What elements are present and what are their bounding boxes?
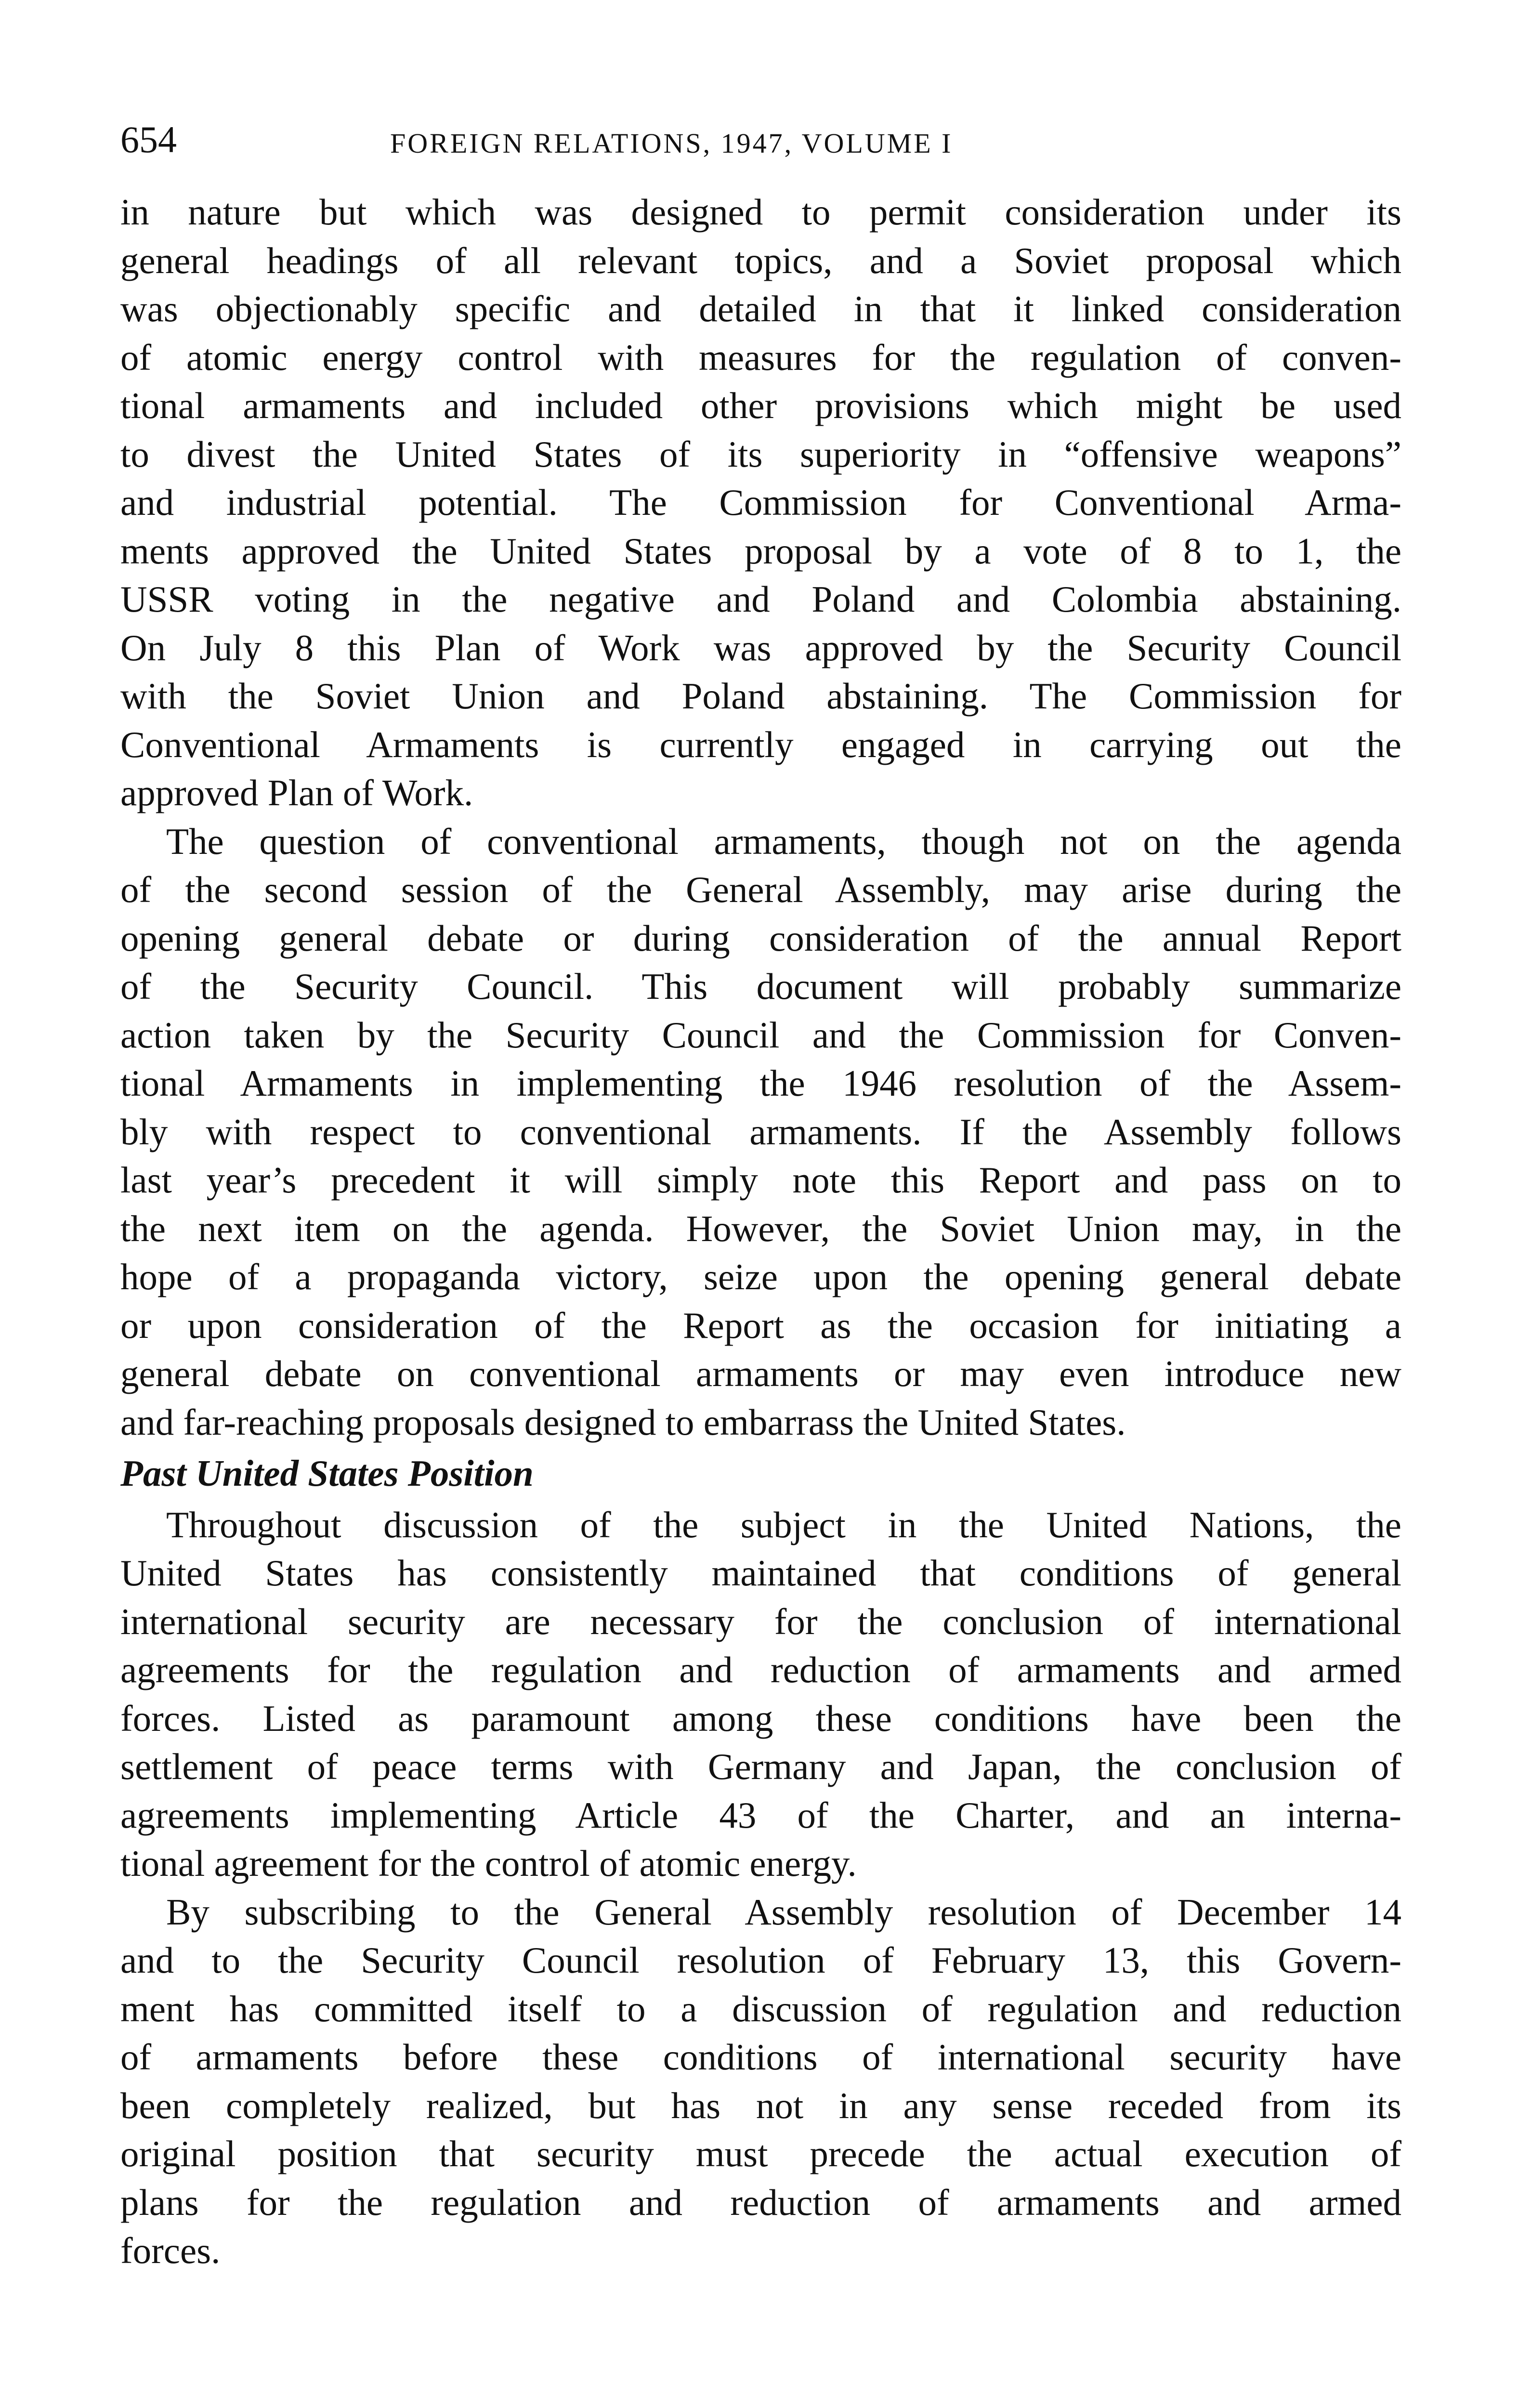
text-line: and far-reaching proposals designed to embarrass the United States. <box>120 1401 1126 1443</box>
section-heading: Past United States Position <box>120 1453 534 1494</box>
text-line: hope of a propaganda victory, seize upon the opening general debate <box>120 1256 1401 1297</box>
text-line: United States has consistently maintained that conditions of general <box>120 1552 1401 1594</box>
text-line: in nature but which was designed to permit consideration under its <box>120 191 1401 233</box>
text-line: and industrial potential. The Commission for Conventional Arma- <box>120 482 1401 523</box>
text-line: international security are necessary for the conclusion of international <box>120 1600 1401 1642</box>
text-line: the next item on the agenda. However, the Soviet Union may, in the <box>120 1207 1401 1249</box>
paragraph-past-position <box>120 1501 1401 1888</box>
text-line: agreements for the regulation and reduction of armaments and armed <box>120 1649 1401 1690</box>
text-line: last year’s precedent it will simply note this Report and pass on to <box>120 1159 1401 1201</box>
text-line: and to the Security Council resolution of February 13, this Govern- <box>120 1939 1401 1981</box>
page-header <box>120 113 1401 166</box>
text-line: The question of conventional armaments, though not on the agenda <box>166 820 1401 862</box>
text-line: or upon consideration of the Report as the occasion for initiating a <box>120 1304 1401 1346</box>
text-line: agreements implementing Article 43 of the Charter, and an interna- <box>120 1794 1401 1836</box>
text-line: plans for the regulation and reduction of armaments and armed <box>120 2181 1401 2223</box>
text-line: forces. <box>120 2230 221 2271</box>
text-line: original position that security must precede the actual execution of <box>120 2133 1401 2174</box>
text-line: general headings of all relevant topics, and a Soviet proposal which <box>120 239 1401 281</box>
text-line: of the Security Council. This document will probably summarize <box>120 966 1401 1007</box>
text-line: of the second session of the General Assembly, may arise during the <box>120 869 1401 910</box>
text-line: ment has committed itself to a discussion of regulation and reduction <box>120 1988 1401 2029</box>
text-line: bly with respect to conventional armaments. If the Assembly follows <box>120 1111 1401 1152</box>
text-line: USSR voting in the negative and Poland and Colombia abstaining. <box>120 578 1401 620</box>
running-title: FOREIGN RELATIONS, 1947, VOLUME I <box>390 128 953 159</box>
text-line: tional Armaments in implementing the 1946 resolution of the Assem- <box>120 1062 1401 1104</box>
text-line: been completely realized, but has not in any sense receded from its <box>120 2084 1401 2126</box>
text-line: settlement of peace terms with Germany and Japan, the conclusion of <box>120 1746 1401 1787</box>
text-line: forces. Listed as paramount among these conditions have been the <box>120 1697 1401 1739</box>
text-line: to divest the United States of its superiority in “offensive weapons” <box>120 433 1401 475</box>
text-line: of armaments before these conditions of international security have <box>120 2036 1401 2078</box>
text-line: tional agreement for the control of atomic energy. <box>120 1843 857 1884</box>
text-line: opening general debate or during consideration of the annual Report <box>120 917 1401 959</box>
text-line: approved Plan of Work. <box>120 772 473 813</box>
text-line: with the Soviet Union and Poland abstaining. The Commission for <box>120 675 1401 717</box>
text-line: ments approved the United States proposal by a vote of 8 to 1, the <box>120 530 1401 572</box>
text-line: of atomic energy control with measures for the regulation of conven- <box>120 336 1401 378</box>
text-line: By subscribing to the General Assembly resolution of December 14 <box>166 1891 1401 1933</box>
text-line: Throughout discussion of the subject in the United Nations, the <box>166 1504 1401 1545</box>
text-line: On July 8 this Plan of Work was approved by the Security Council <box>120 627 1401 668</box>
text-line: action taken by the Security Council and the Commission for Conven- <box>120 1014 1401 1056</box>
body-text <box>120 188 1401 2275</box>
paragraph-continued <box>120 188 1401 817</box>
text-line: general debate on conventional armaments or may even introduce new <box>120 1353 1401 1394</box>
paragraph-conventional-armaments <box>120 817 1401 1447</box>
text-line: was objectionably specific and detailed in that it linked consideration <box>120 288 1401 329</box>
text-line: Conventional Armaments is currently engaged in carrying out the <box>120 723 1401 765</box>
paragraph-government-commitment <box>120 1888 1401 2275</box>
text-line: tional armaments and included other provisions which might be used <box>120 385 1401 426</box>
page-number: 654 <box>120 118 177 160</box>
